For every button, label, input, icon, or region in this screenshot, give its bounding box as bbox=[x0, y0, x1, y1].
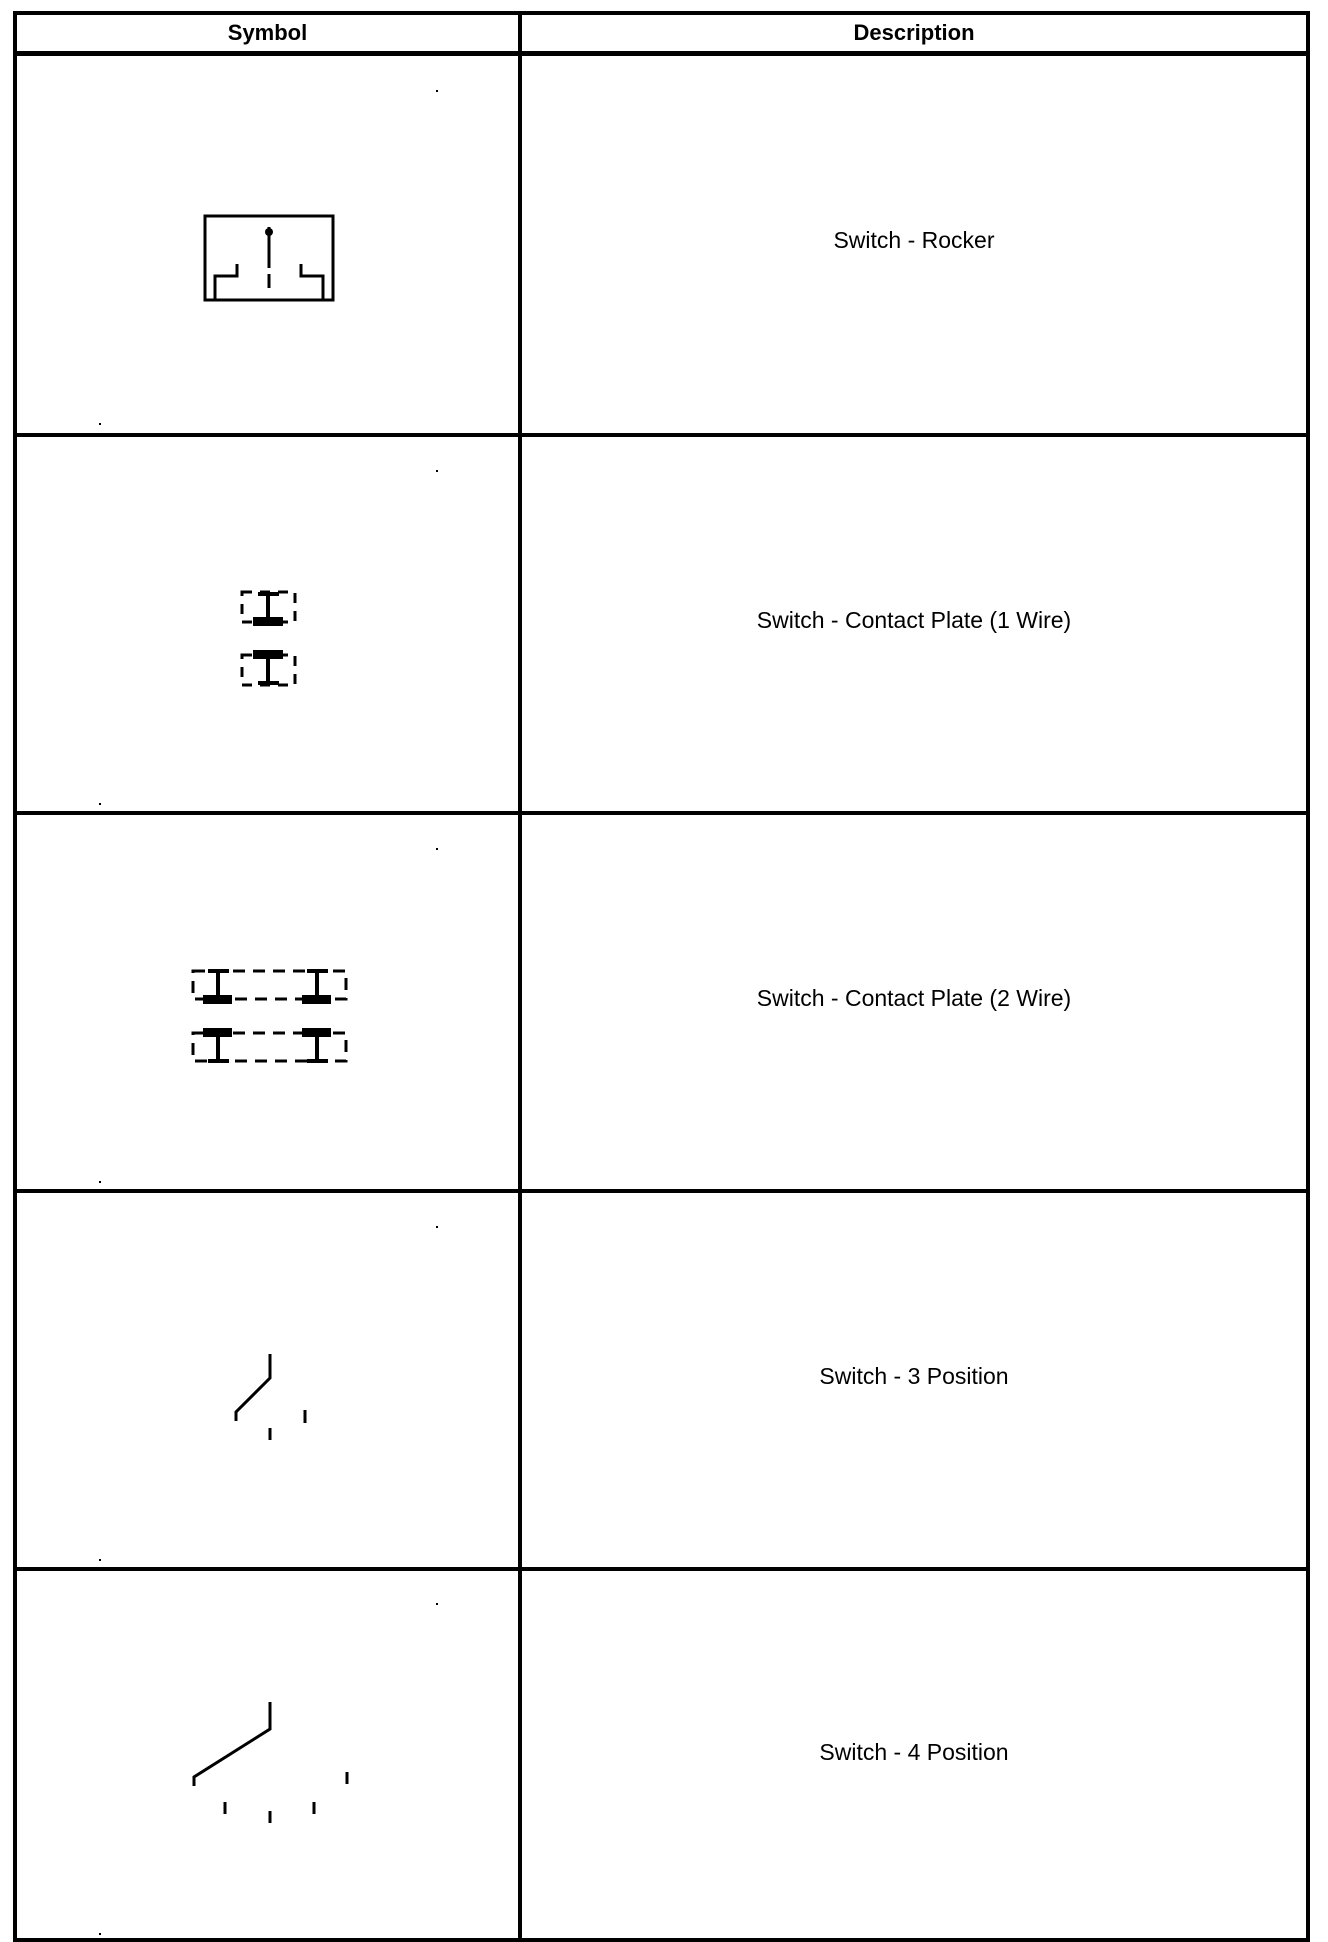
rocker-switch-icon bbox=[17, 56, 518, 433]
description-text: Switch - Contact Plate (2 Wire) bbox=[756, 984, 1072, 1011]
contact-plate-2-wire-icon bbox=[17, 815, 518, 1189]
table-header bbox=[17, 15, 1306, 56]
table-row bbox=[17, 1193, 1306, 1567]
symbol-cell bbox=[17, 1193, 518, 1567]
description-cell bbox=[522, 1571, 1306, 1942]
description-text: Switch - Rocker bbox=[833, 227, 995, 253]
symbol-cell bbox=[17, 437, 518, 811]
symbol-cell bbox=[17, 815, 518, 1189]
symbol-cell bbox=[17, 1571, 518, 1942]
switch-3-position-icon bbox=[17, 1193, 518, 1567]
description-cell bbox=[522, 56, 1306, 433]
table-row bbox=[17, 437, 1306, 811]
description-cell bbox=[522, 437, 1306, 811]
description-text: Switch - 4 Position bbox=[819, 1739, 1009, 1765]
description-cell bbox=[522, 815, 1306, 1189]
description-text: Switch - Contact Plate (1 Wire) bbox=[756, 606, 1072, 633]
contact-plate-1-wire-icon bbox=[17, 437, 518, 811]
table-row bbox=[17, 56, 1306, 433]
symbol-cell bbox=[17, 56, 518, 433]
table-row bbox=[17, 815, 1306, 1189]
switch-4-position-icon bbox=[17, 1571, 518, 1942]
description-text: Switch - 3 Position bbox=[819, 1362, 1009, 1389]
table-row bbox=[17, 1571, 1306, 1942]
description-cell bbox=[522, 1193, 1306, 1567]
symbol-legend-table bbox=[13, 11, 1310, 1942]
symbol-column-header: Symbol bbox=[227, 20, 308, 45]
description-column-header: Description bbox=[853, 20, 975, 45]
